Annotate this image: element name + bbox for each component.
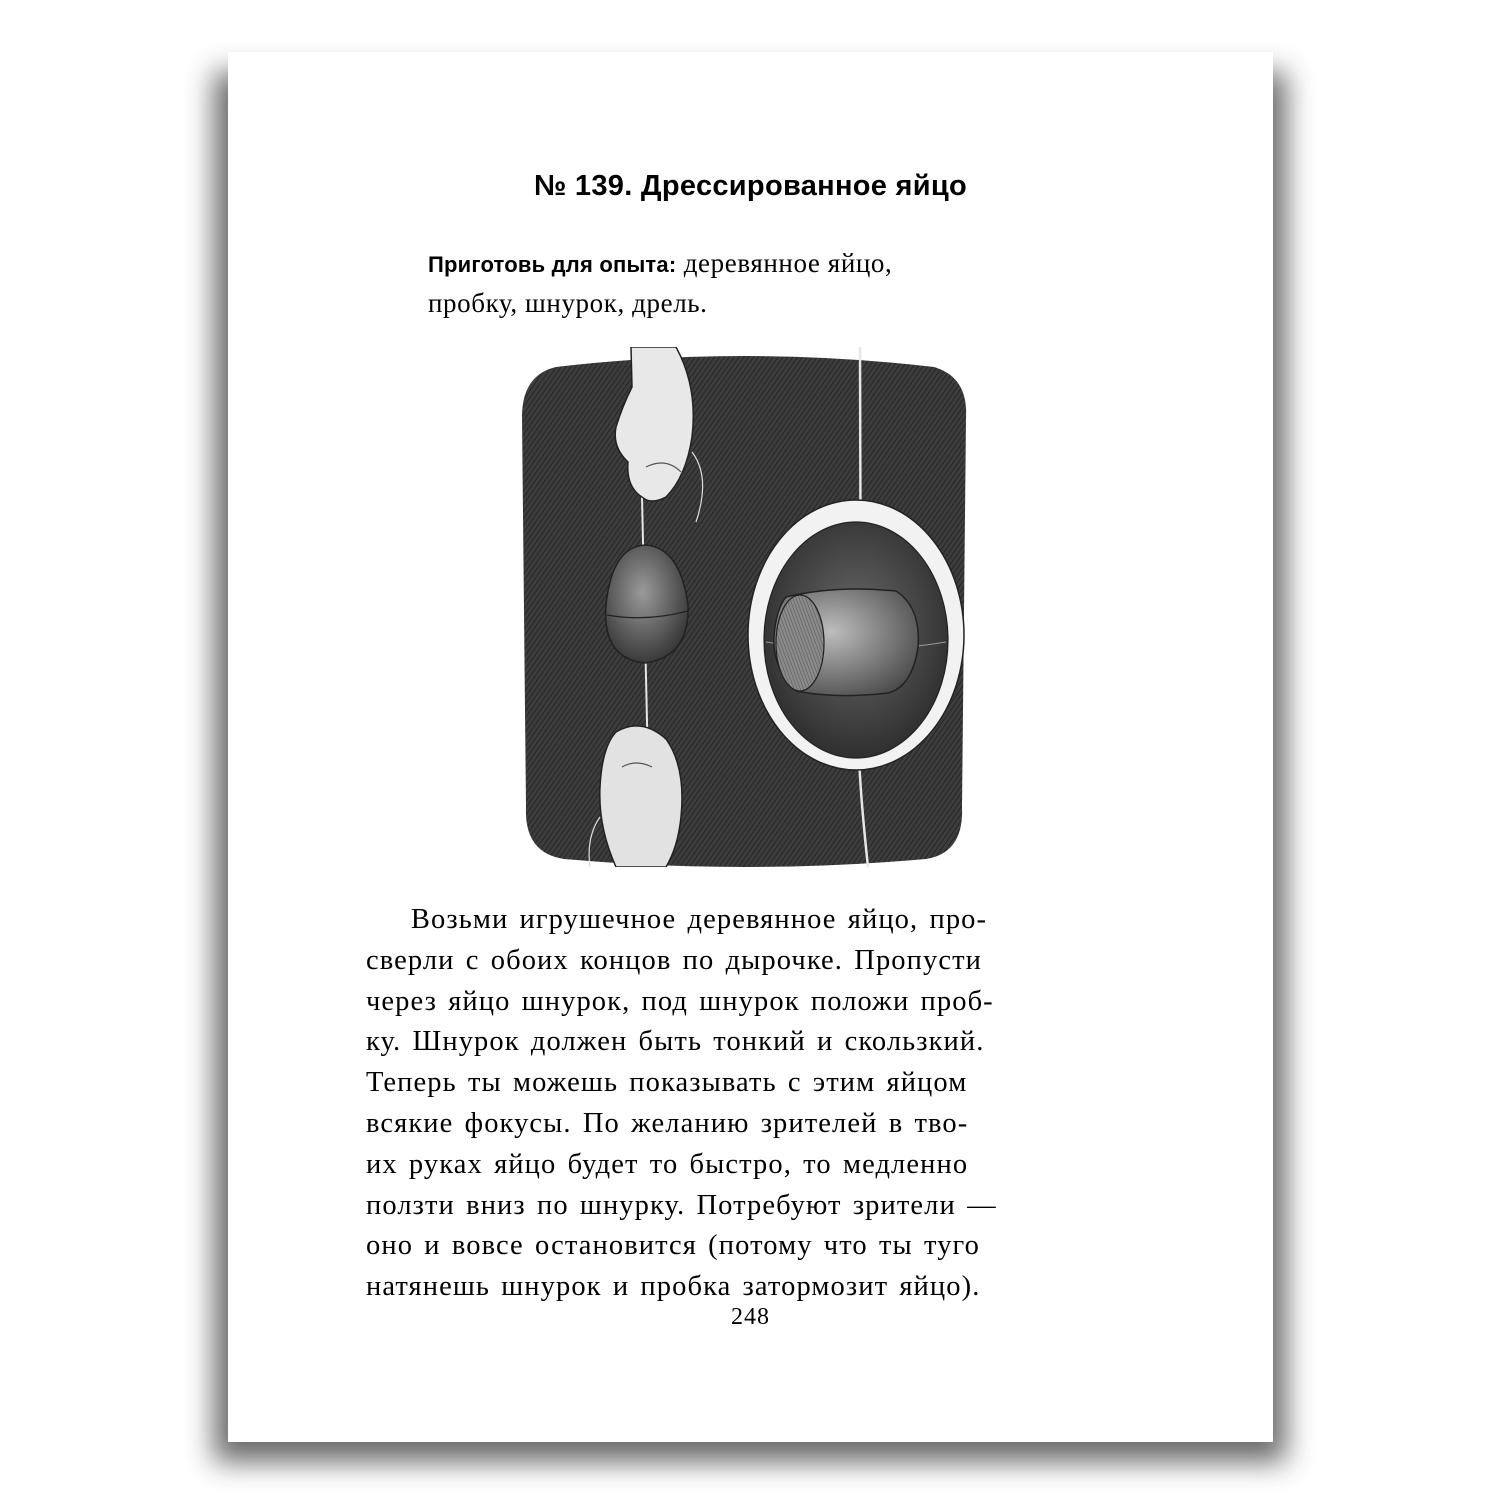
materials-line-1: деревянное яйцо, bbox=[676, 248, 893, 278]
body-line: через яйцо шнурок, под шнурок положи проб- bbox=[366, 985, 994, 1017]
body-line: всякие фокусы. По желанию зрителей в тво- bbox=[366, 1107, 969, 1139]
materials-paragraph bbox=[428, 244, 1148, 323]
egg-trick-engraving bbox=[516, 347, 974, 867]
body-line: оно и вовсе остановится (потому что ты туго bbox=[366, 1230, 980, 1262]
body-line: Теперь ты можешь показывать с этим яйцом bbox=[366, 1067, 968, 1099]
materials-label: Приготовь для опыта: bbox=[428, 252, 677, 277]
body-line: натянешь шнурок и пробка затормозит яйцо). bbox=[366, 1271, 981, 1303]
body-line: ку. Шнурок должен быть тонкий и скользкий. bbox=[366, 1026, 985, 1058]
materials-line-2: пробку, шнурок, дрель. bbox=[428, 288, 708, 318]
body-line: сверли с обоих концов по дырочке. Пропусти bbox=[366, 944, 982, 976]
page-number: 248 bbox=[731, 1304, 770, 1330]
body-paragraph bbox=[366, 900, 1166, 1308]
body-line: Возьми игрушечное деревянное яйцо, про- bbox=[366, 904, 988, 935]
body-line: их руках яйцо будет то быстро, то медленно bbox=[366, 1148, 969, 1180]
page-title: № 139. Дрессированное яйцо bbox=[533, 170, 968, 202]
book-page bbox=[228, 52, 1273, 1442]
body-line: ползти вниз по шнурку. Потребуют зрители — bbox=[366, 1189, 997, 1221]
bottom-hand-icon bbox=[600, 726, 682, 867]
